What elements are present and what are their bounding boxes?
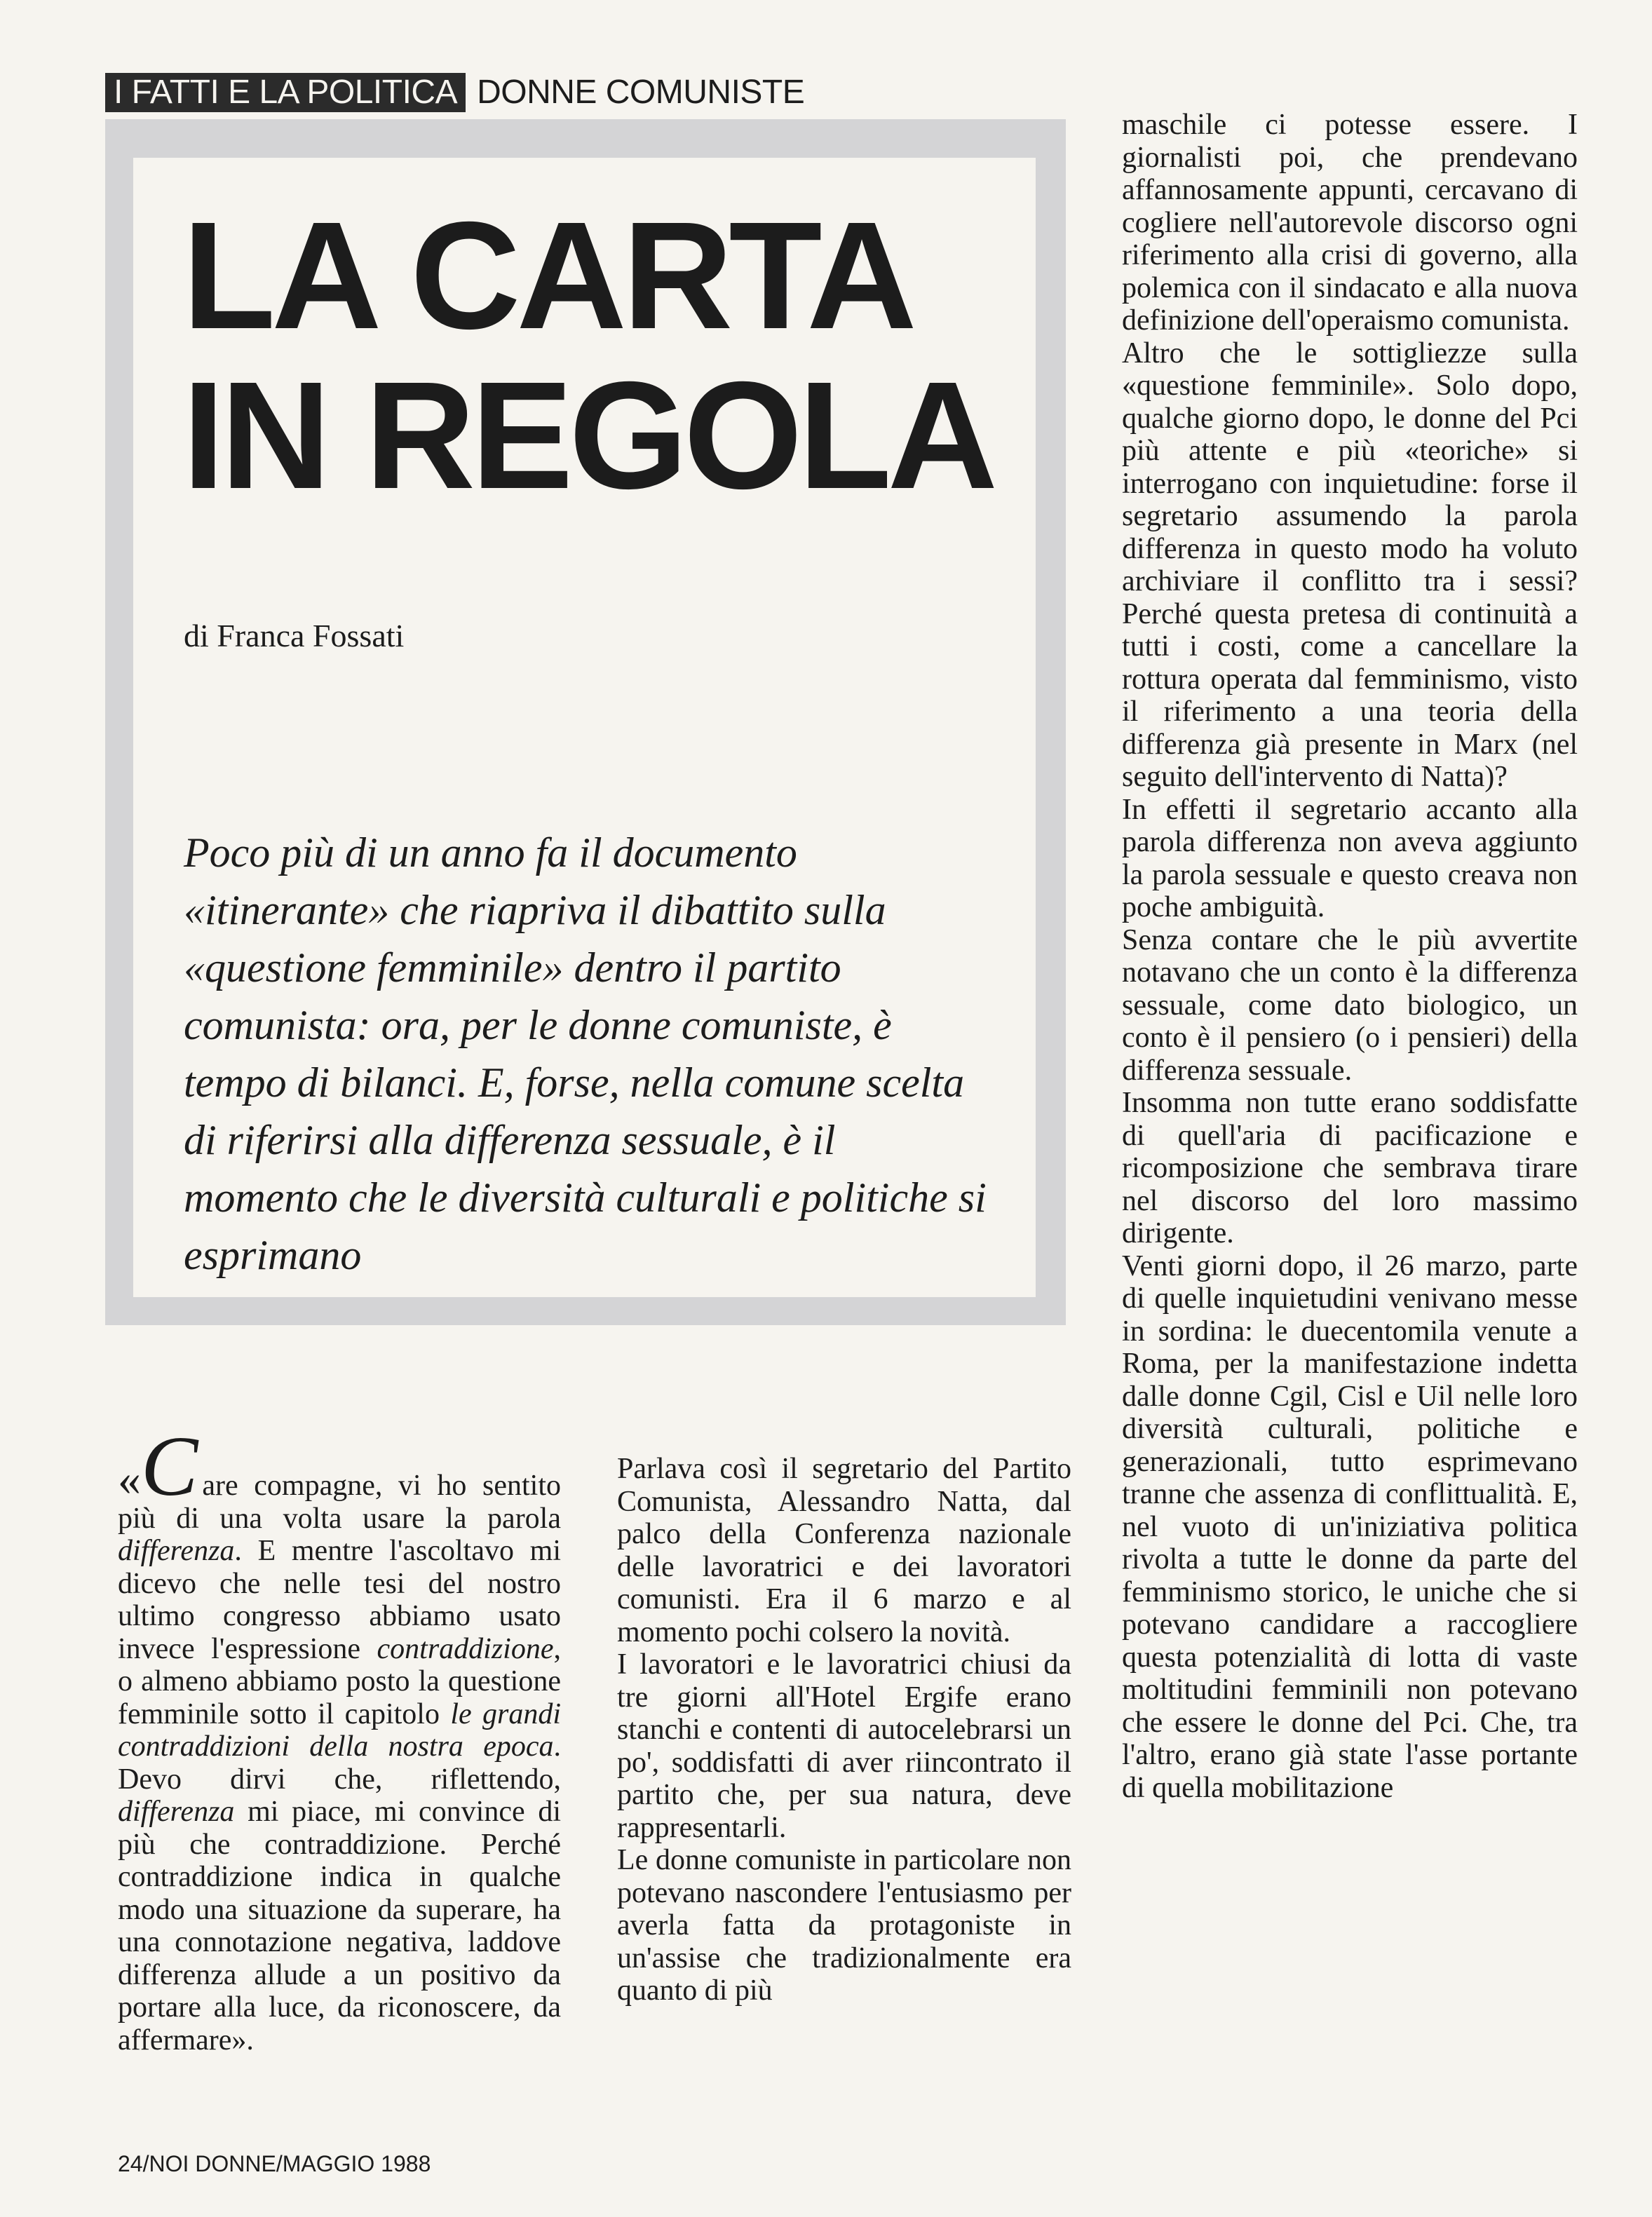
text-run: mi piace, mi convince di più che contraddizione. Perché contraddizione indica in qualche modo una situazione da superare, ha una connotazione negativa, laddove differenza allude a un positivo da portare alla luce, da riconoscere, da affermare». — [118, 1796, 561, 2056]
emphasis-run: le grandi contraddizioni della nostra epoca — [118, 1697, 561, 1763]
page-footer: 24/NOI DONNE/MAGGIO 1988 — [118, 2151, 431, 2176]
paragraph: In effetti il segretario accanto alla parola differenza non aveva aggiunto la parola sessuale e questo creava non poche ambiguità. — [1122, 793, 1578, 923]
text-run: . E mentre l'ascoltavo mi dicevo che nelle tesi del nostro ultimo congresso abbiamo usato invece l'espressione — [118, 1535, 561, 1665]
article-title — [182, 191, 994, 521]
paragraph: I lavoratori e le lavoratrici chiusi da tre giorni all'Hotel Ergife erano stanchi e contenti di autocelebrarsi un po', soddisfatti di aver riincontrato il partito che, per sua natura, deve rappresentarli. — [617, 1648, 1071, 1844]
text-run: . Devo dirvi che, riflettendo, — [118, 1730, 561, 1796]
text-run: , o almeno abbiamo posto la questione femminile sotto il capitolo — [118, 1632, 561, 1730]
body-column-right — [1122, 109, 1578, 1804]
section-header — [105, 73, 804, 112]
paragraph: Parlava così il segretario del Partito Comunista, Alessandro Natta, dal palco della Conferenza nazionale delle lavoratrici e dei lavoratori comunisti. Era il 6 marzo e al momento pochi colsero la novità. — [617, 1453, 1071, 1648]
paragraph: Le donne comuniste in particolare non potevano nascondere l'entusiasmo per averla fatta da protagoniste in un'assise che tradizionalmente era quanto di più — [617, 1844, 1071, 2007]
opening-paragraph — [118, 1419, 561, 2056]
paragraph: maschile ci potesse essere. I giornalisti poi, che prendevano affannosamente appunti, cercavano di cogliere nell'autorevole discorso ogni riferimento alla crisi di governo, alla polemica con il sindacato e alla nuova definizione dell'operaismo comunista. — [1122, 109, 1578, 337]
drop-cap: C — [141, 1419, 198, 1514]
section-tag: I FATTI E LA POLITICA — [105, 73, 466, 112]
emphasis-run: differenza — [118, 1796, 235, 1828]
byline: di Franca Fossati — [184, 618, 405, 653]
title-line-2: IN REGOLA — [182, 351, 994, 521]
article-lede: Poco più di un anno fa il documento «itinerante» che riapriva il dibattito sulla «questione femminile» dentro il partito comunista: ora, per le donne comuniste, è tempo di bilanci. E, forse, nella comune scelta di riferirsi alla differenza sessuale, è il momento che le diversità culturali e politiche si esprimano — [184, 829, 987, 1278]
body-column-left — [118, 1419, 561, 2056]
emphasis-run: differenza — [118, 1535, 235, 1567]
paragraph: Altro che le sottigliezze sulla «questione femminile». Solo dopo, qualche giorno dopo, le donne del Pci più attente e più «teoriche» si interrogano con inquietudine: forse il segretario assumendo la parola differenza in questo modo ha voluto archiviare il conflitto tra i sessi? Perché questa pretesa di continuità a tutti i costi, come a cancellare la rottura operata dal femminismo, visto il riferimento a una teoria della differenza già presente in Marx (nel seguito dell'intervento di Natta)? — [1122, 337, 1578, 793]
body-column-middle — [617, 1453, 1071, 2007]
paragraph: Venti giorni dopo, il 26 marzo, parte di quelle inquietudini venivano messe in sordina: le duecentomila venute a Roma, per la manifestazione indetta dalle donne Cgil, Cisl e Uil nelle loro diversità culturali, politiche e generazionali, tutto esprimevano tranne che assenza di conflittualità. E, nel vuoto di un'iniziativa politica rivolta a tutte le donne da parte del femminismo storico, le uniche che si potevano candidare a raccogliere questa potenzialità di lotta di vaste moltitudini femminili non potevano che essere le donne del Pci. Che, tra l'altro, erano già state l'asse portante di quella mobilitazione — [1122, 1249, 1578, 1804]
opening-quote-mark: « — [118, 1454, 141, 1505]
paragraph: Insomma non tutte erano soddisfatte di quell'aria di pacificazione e ricomposizione che sembrava tirare nel discorso del loro massimo dirigente. — [1122, 1087, 1578, 1249]
title-line-1: LA CARTA — [182, 191, 913, 361]
subsection-label: DONNE COMUNISTE — [477, 74, 805, 111]
paragraph: Senza contare che le più avvertite notavano che un conto è la differenza sessuale, come dato biologico, un conto è il pensiero (o i pensieri) della differenza sessuale. — [1122, 923, 1578, 1087]
text-run: are compagne, vi ho sentito più di una volta usare la parola — [118, 1470, 561, 1535]
emphasis-run: contraddizione — [377, 1632, 554, 1665]
